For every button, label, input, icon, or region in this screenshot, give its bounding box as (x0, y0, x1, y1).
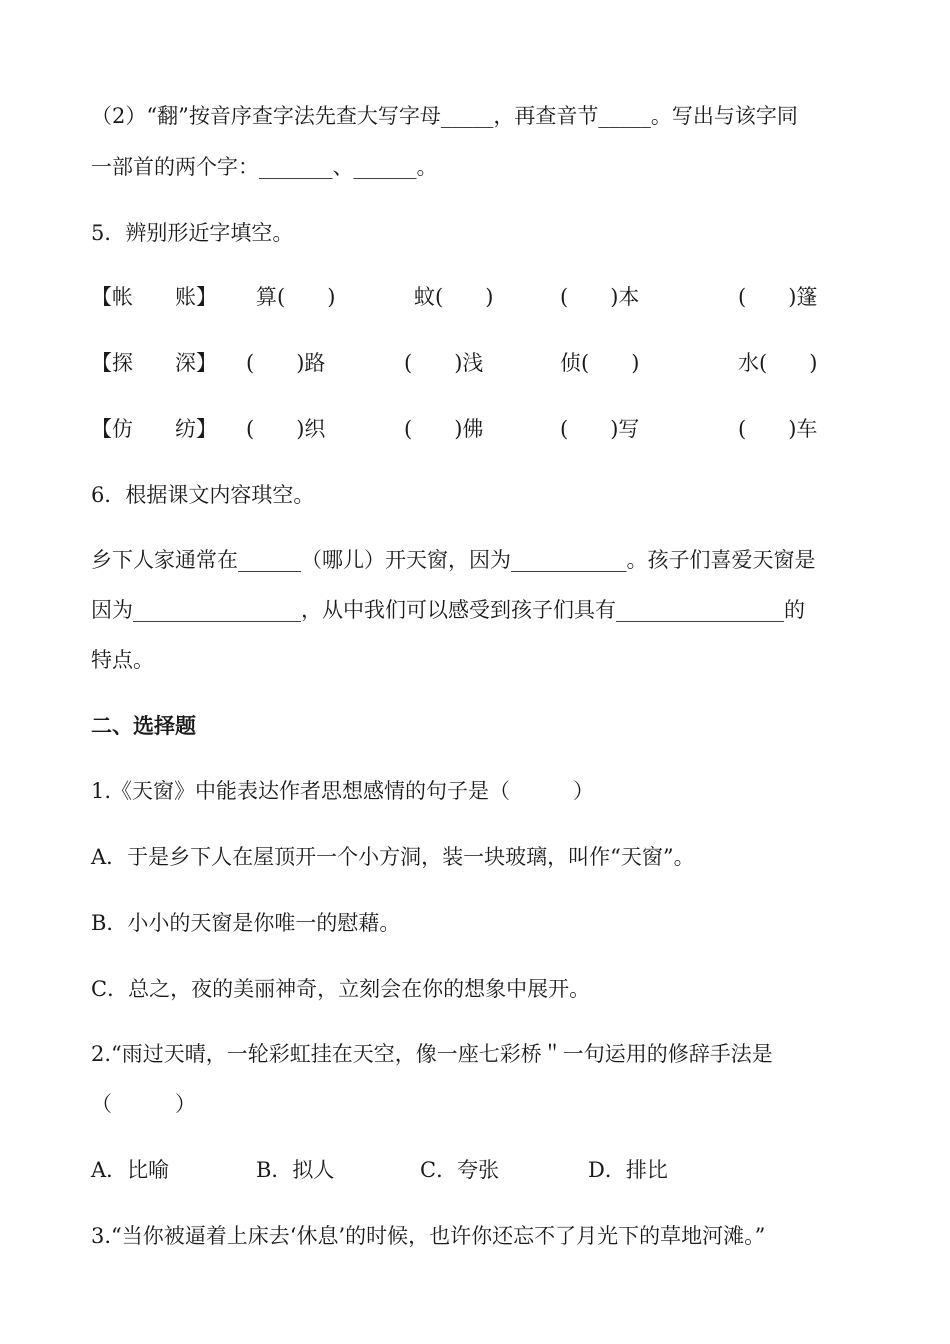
q4-part2-line1: （2）“翻”按音序查字法先查大写字母_____，再查音节_____。写出与该字同 (91, 104, 798, 128)
q5-title: 5．辨别形近字填空。 (91, 221, 294, 245)
q1-option-b: B．小小的天窗是你唯一的慰藉。 (91, 911, 401, 935)
q2-stem: 2.“雨过天晴，一轮彩虹挂在天空，像一座七彩桥＂一句运用的修辞手法是 (91, 1042, 773, 1066)
q2-option-b: B．拟人 (256, 1158, 335, 1182)
q5-blank: ( )织 (246, 417, 326, 441)
q6-line2: 因为________________，从中我们可以感受到孩子们具有________________的 (91, 598, 805, 622)
q2-option-a: A．比喻 (91, 1158, 170, 1182)
q5-blank: 侦( ) (560, 351, 640, 375)
q4-part2-line2: 一部首的两个字：_______、______。 (91, 155, 438, 179)
section-heading: 二、选择题 (91, 714, 196, 738)
q2-option-d: D．排比 (588, 1158, 668, 1182)
q5-group-label: 【仿 纺】 (91, 417, 217, 441)
q5-blank: 算( ) (256, 285, 336, 309)
q5-group-label: 【帐 账】 (91, 285, 217, 309)
q5-blank: ( )佛 (404, 417, 484, 441)
q6-title: 6．根据课文内容琪空。 (91, 483, 315, 507)
q6-line3: 特点。 (91, 648, 154, 672)
q6-line1: 乡下人家通常在______（哪儿）开天窗，因为___________。孩子们喜爱天窗是 (91, 548, 816, 572)
q2-stem-cont: （ ） (91, 1092, 196, 1116)
q5-blank: ( )路 (246, 351, 326, 375)
q5-blank: ( )篷 (738, 285, 818, 309)
q3-stem: 3.“当你被逼着上床去‘休息’的时候，也许你还忘不了月光下的草地河滩。” (91, 1224, 766, 1248)
q5-blank: ( )写 (560, 417, 640, 441)
q5-blank: 水( ) (738, 351, 818, 375)
q1-stem: 1.《天窗》中能表达作者思想感情的句子是（ ） (91, 779, 595, 803)
q5-blank: ( )车 (738, 417, 818, 441)
q1-option-a: A．于是乡下人在屋顶开一个小方洞，装一块玻璃，叫作“天窗”。 (91, 845, 695, 869)
q5-blank: ( )浅 (404, 351, 484, 375)
q5-blank: 蚊( ) (414, 285, 494, 309)
q5-blank: ( )本 (560, 285, 640, 309)
q1-option-c: C．总之，夜的美丽神奇，立刻会在你的想象中展开。 (91, 977, 591, 1001)
q2-option-c: C．夸张 (420, 1158, 500, 1182)
q5-group-label: 【探 深】 (91, 351, 217, 375)
